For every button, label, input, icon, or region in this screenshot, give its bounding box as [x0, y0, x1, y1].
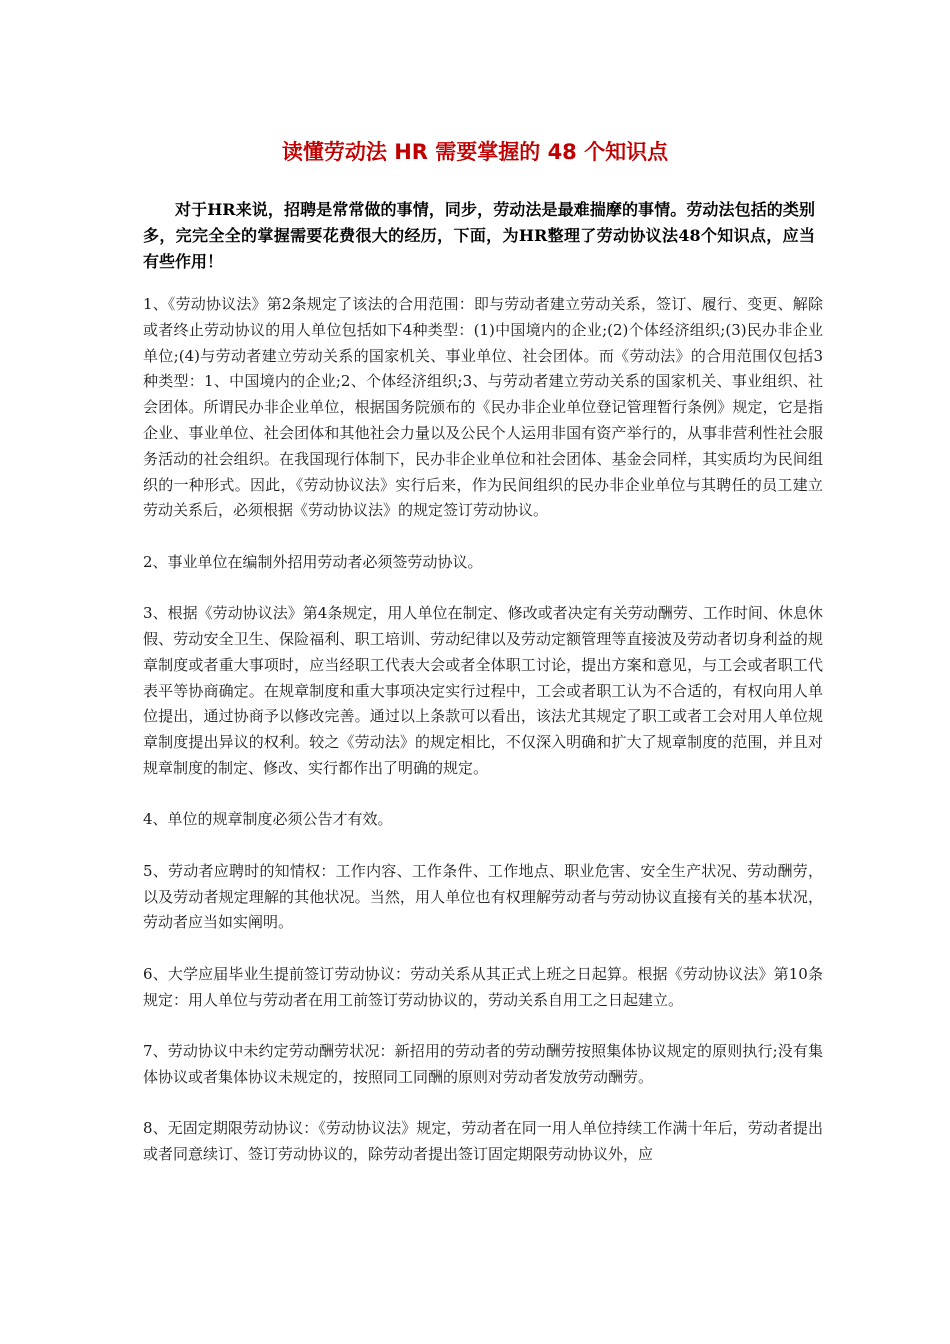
paragraph-6: 6、大学应届毕业生提前签订劳动协议：劳动关系从其正式上班之日起算。根据《劳动协议法》第10条规定：用人单位与劳动者在用工前签订劳动协议的，劳动关系自用工之日起建立。: [143, 964, 823, 1009]
paragraph-7: 7、劳动协议中未约定劳动酬劳状况：新招用的劳动者的劳动酬劳按照集体协议规定的原则执行;没有集体协议或者集体协议未规定的，按照同工同酬的原则对劳动者发放劳动酬劳。: [143, 1041, 823, 1086]
document-body: [143, 292, 823, 1193]
paragraph-4: 4、单位的规章制度必须公告才有效。: [143, 810, 393, 829]
intro-paragraph: 对于HR来说，招聘是常常做的事情，同步，劳动法是最难揣摩的事情。劳动法包括的类别多，完完全全的掌握需要花费很大的经历，下面，为HR整理了劳动协议法48个知识点，应当有些作用！: [143, 200, 815, 271]
paragraph-8: 8、无固定期限劳动协议：《劳动协议法》规定，劳动者在同一用人单位持续工作满十年后，劳动者提出或者同意续订、签订劳动协议的，除劳动者提出签订固定期限劳动协议外，应: [143, 1119, 823, 1163]
paragraph-2: 2、事业单位在编制外招用劳动者必须签劳动协议。: [143, 552, 483, 571]
document-title: 读懂劳动法 HR 需要掌握的 48 个知识点: [281, 140, 669, 164]
paragraph-3: 3、根据《劳动协议法》第4条规定，用人单位在制定、修改或者决定有关劳动酬劳、工作时间、休息休假、劳动安全卫生、保险福利、职工培训、劳动纪律以及劳动定额管理等直接波及劳动者切身利益的规章制度或者重大事项时，应当经职工代表大会或者全体职工讨论，提出方案和意见，与工会或者职工代表平等协商确定。在规章制度和重大事项决定实行过程中，工会或者职工认为不合适的，有权向用人单位提出，通过协商予以修改完善。通过以上条款可以看出，该法尤其规定了职工或者工会对用人单位规章制度提出异议的权利。较之《劳动法》的规定相比，不仅深入明确和扩大了规章制度的范围，并且对规章制度的制定、修改、实行都作出了明确的规定。: [143, 604, 823, 777]
paragraph-1: 1、《劳动协议法》第2条规定了该法的合用范围：即与劳动者建立劳动关系，签订、履行、变更、解除或者终止劳动协议的用人单位包括如下4种类型：(1)中国境内的企业;(2)个体经济组织;(3)民办非企业单位;(4)与劳动者建立劳动关系的国家机关、事业单位、社会团体。而《劳动法》的合用范围仅包括3种类型：1、中国境内的企业;2、个体经济组织;3、与劳动者建立劳动关系的国家机关、事业组织、社会团体。所谓民办非企业单位，根据国务院颁布的《民办非企业单位登记管理暂行条例》规定，它是指企业、事业单位、社会团体和其他社会力量以及公民个人运用非国有资产举行的，从事非营利性社会服务活动的社会组织。在我国现行体制下，民办非企业单位和社会团体、基金会同样，其实质均为民间组织的一种形式。因此，《劳动协议法》实行后来，作为民间组织的民办非企业单位与其聘任的员工建立劳动关系后，必须根据《劳动协议法》的规定签订劳动协议。: [143, 295, 823, 520]
paragraph-5: 5、劳动者应聘时的知情权：工作内容、工作条件、工作地点、职业危害、安全生产状况、劳动酬劳，以及劳动者规定理解的其他状况。当然，用人单位也有权理解劳动者与劳动协议直接有关的基本状况，劳动者应当如实阐明。: [143, 861, 823, 932]
